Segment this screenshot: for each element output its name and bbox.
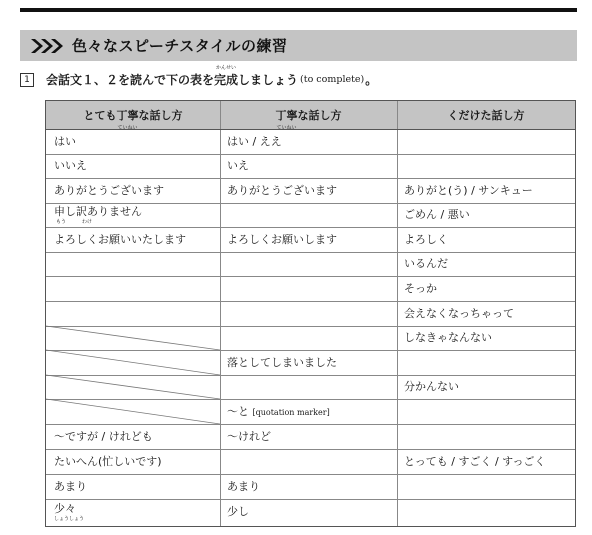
ruby-reading: もう	[56, 219, 67, 225]
instruction-end: 。	[365, 73, 378, 87]
table-cell: 分かんない	[404, 380, 459, 393]
table-cell: 落としてしまいました	[227, 356, 337, 369]
column-divider	[397, 101, 398, 526]
table-cell: ごめん / 悪い	[404, 208, 470, 221]
table-cell: ありがとうございます	[227, 184, 337, 197]
header-casual	[397, 101, 575, 129]
instruction-english: (to complete)	[300, 74, 365, 85]
table-cell: あまり	[54, 480, 87, 493]
table-cell: あまり	[227, 480, 260, 493]
table-cell: 会えなくなっちゃって	[404, 307, 514, 320]
ruby-base: 完成	[214, 73, 239, 87]
instruction-text-after: しましょう	[238, 73, 299, 87]
table-cell-quotation	[227, 405, 330, 420]
instruction	[20, 65, 378, 88]
table-cell: 〜けれど	[227, 430, 271, 443]
ruby-base: 丁寧	[275, 109, 298, 122]
table-cell-text: 申し訳ありません	[54, 205, 142, 218]
ruby-reading: わけ	[82, 219, 93, 225]
table-cell: よろしくお願いいたします	[54, 233, 186, 246]
table-cell: しなきゃなんない	[404, 331, 492, 344]
header-ruby-word	[275, 107, 298, 131]
ruby-reading: かんせい	[216, 65, 237, 71]
table-cell-moushiwake	[54, 205, 142, 225]
table-cell-shoushou	[54, 502, 84, 522]
table-cell: いえ	[227, 159, 249, 172]
table-cell: たいへん(忙しいです)	[54, 455, 162, 468]
table-cell: いいえ	[54, 159, 87, 172]
table-cell: はい	[54, 135, 76, 148]
column-divider	[220, 101, 221, 526]
header-post: くだけた話し方	[447, 109, 525, 122]
table-cell: そっか	[404, 282, 437, 295]
instruction-ruby-word	[214, 65, 239, 88]
table-cell-text: 〜と	[227, 405, 249, 418]
header-post: な話し方	[138, 109, 183, 122]
top-rule	[20, 8, 577, 12]
instruction-text-before: 会話文１、２を読んで下の表を	[46, 73, 215, 87]
quotation-marker-note: [quotation marker]	[252, 408, 330, 417]
moushiwake-ruby	[54, 219, 142, 225]
table-cell: とっても / すごく / すっごく	[404, 455, 546, 468]
table-cell: 少し	[227, 505, 249, 518]
section-title: 色々なスピーチスタイルの練習	[72, 37, 288, 55]
header-pre: とても	[83, 109, 117, 122]
shoushou-ruby: しょうしょう	[54, 516, 85, 522]
ruby-reading: ていねい	[276, 125, 297, 131]
header-polite	[220, 101, 397, 129]
ruby-base: 丁寧	[116, 109, 139, 122]
ruby-reading: ていねい	[117, 125, 138, 131]
speech-style-table	[45, 100, 576, 527]
table-cell: よろしくお願いします	[227, 233, 337, 246]
table-cell: ありがとうございます	[54, 184, 164, 197]
header-post: な話し方	[297, 109, 342, 122]
table-cell-text: 少々	[54, 502, 76, 515]
table-cell: はい / ええ	[227, 135, 282, 148]
table-cell: よろしく	[404, 233, 448, 246]
table-cell: 〜ですが / けれども	[54, 430, 153, 443]
table-cell: ありがと(う) / サンキュー	[404, 184, 533, 197]
section-header	[20, 30, 577, 61]
triple-chevron-icon	[30, 38, 66, 54]
question-number: 1	[20, 73, 34, 87]
table-cell: いるんだ	[404, 257, 448, 270]
